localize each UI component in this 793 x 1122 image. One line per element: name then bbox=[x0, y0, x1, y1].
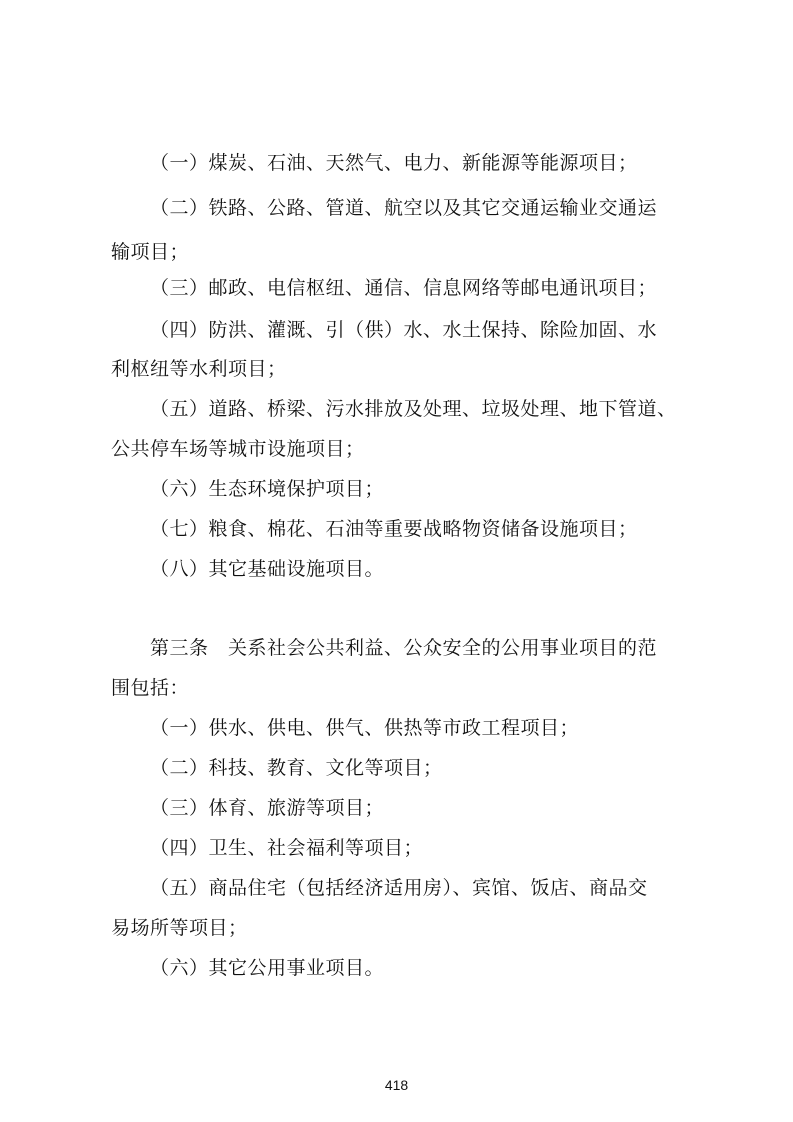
article3-item-housing: （五）商品住宅（包括经济适用房）、宾馆、饭店、商品交 bbox=[150, 877, 648, 899]
article3-item-municipal: （一）供水、供电、供气、供热等市政工程项目； bbox=[150, 717, 580, 739]
item-water: （四）防洪、灌溉、引（供）水、水土保持、除险加固、水 bbox=[150, 319, 658, 341]
article3-heading-cont: 围包括： bbox=[111, 677, 190, 699]
item-urban-cont: 公共停车场等城市设施项目； bbox=[111, 438, 365, 460]
item-water-cont: 利枢纽等水利项目； bbox=[111, 358, 287, 380]
item-transport-cont: 输项目； bbox=[111, 241, 190, 263]
item-postal: （三）邮政、电信枢纽、通信、信息网络等邮电通讯项目； bbox=[150, 277, 658, 299]
article3-item-health: （四）卫生、社会福利等项目； bbox=[150, 837, 424, 859]
item-energy: （一）煤炭、石油、天然气、电力、新能源等能源项目； bbox=[150, 152, 638, 174]
item-urban: （五）道路、桥梁、污水排放及处理、垃圾处理、地下管道、 bbox=[150, 398, 677, 420]
page-number: 418 bbox=[384, 1077, 409, 1093]
item-reserves: （七）粮食、棉花、石油等重要战略物资储备设施项目； bbox=[150, 518, 638, 540]
item-other-infra: （八）其它基础设施项目。 bbox=[150, 558, 385, 580]
article3-item-sports: （三）体育、旅游等项目； bbox=[150, 797, 385, 819]
item-ecology: （六）生态环境保护项目； bbox=[150, 478, 385, 500]
article3-item-education: （二）科技、教育、文化等项目； bbox=[150, 757, 443, 779]
item-transport: （二）铁路、公路、管道、航空以及其它交通运输业交通运 bbox=[150, 197, 658, 219]
article3-item-housing-cont: 易场所等项目； bbox=[111, 917, 248, 939]
article3-item-other-public: （六）其它公用事业项目。 bbox=[150, 957, 385, 979]
article3-heading: 第三条 关系社会公共利益、公众安全的公用事业项目的范 bbox=[150, 637, 658, 659]
